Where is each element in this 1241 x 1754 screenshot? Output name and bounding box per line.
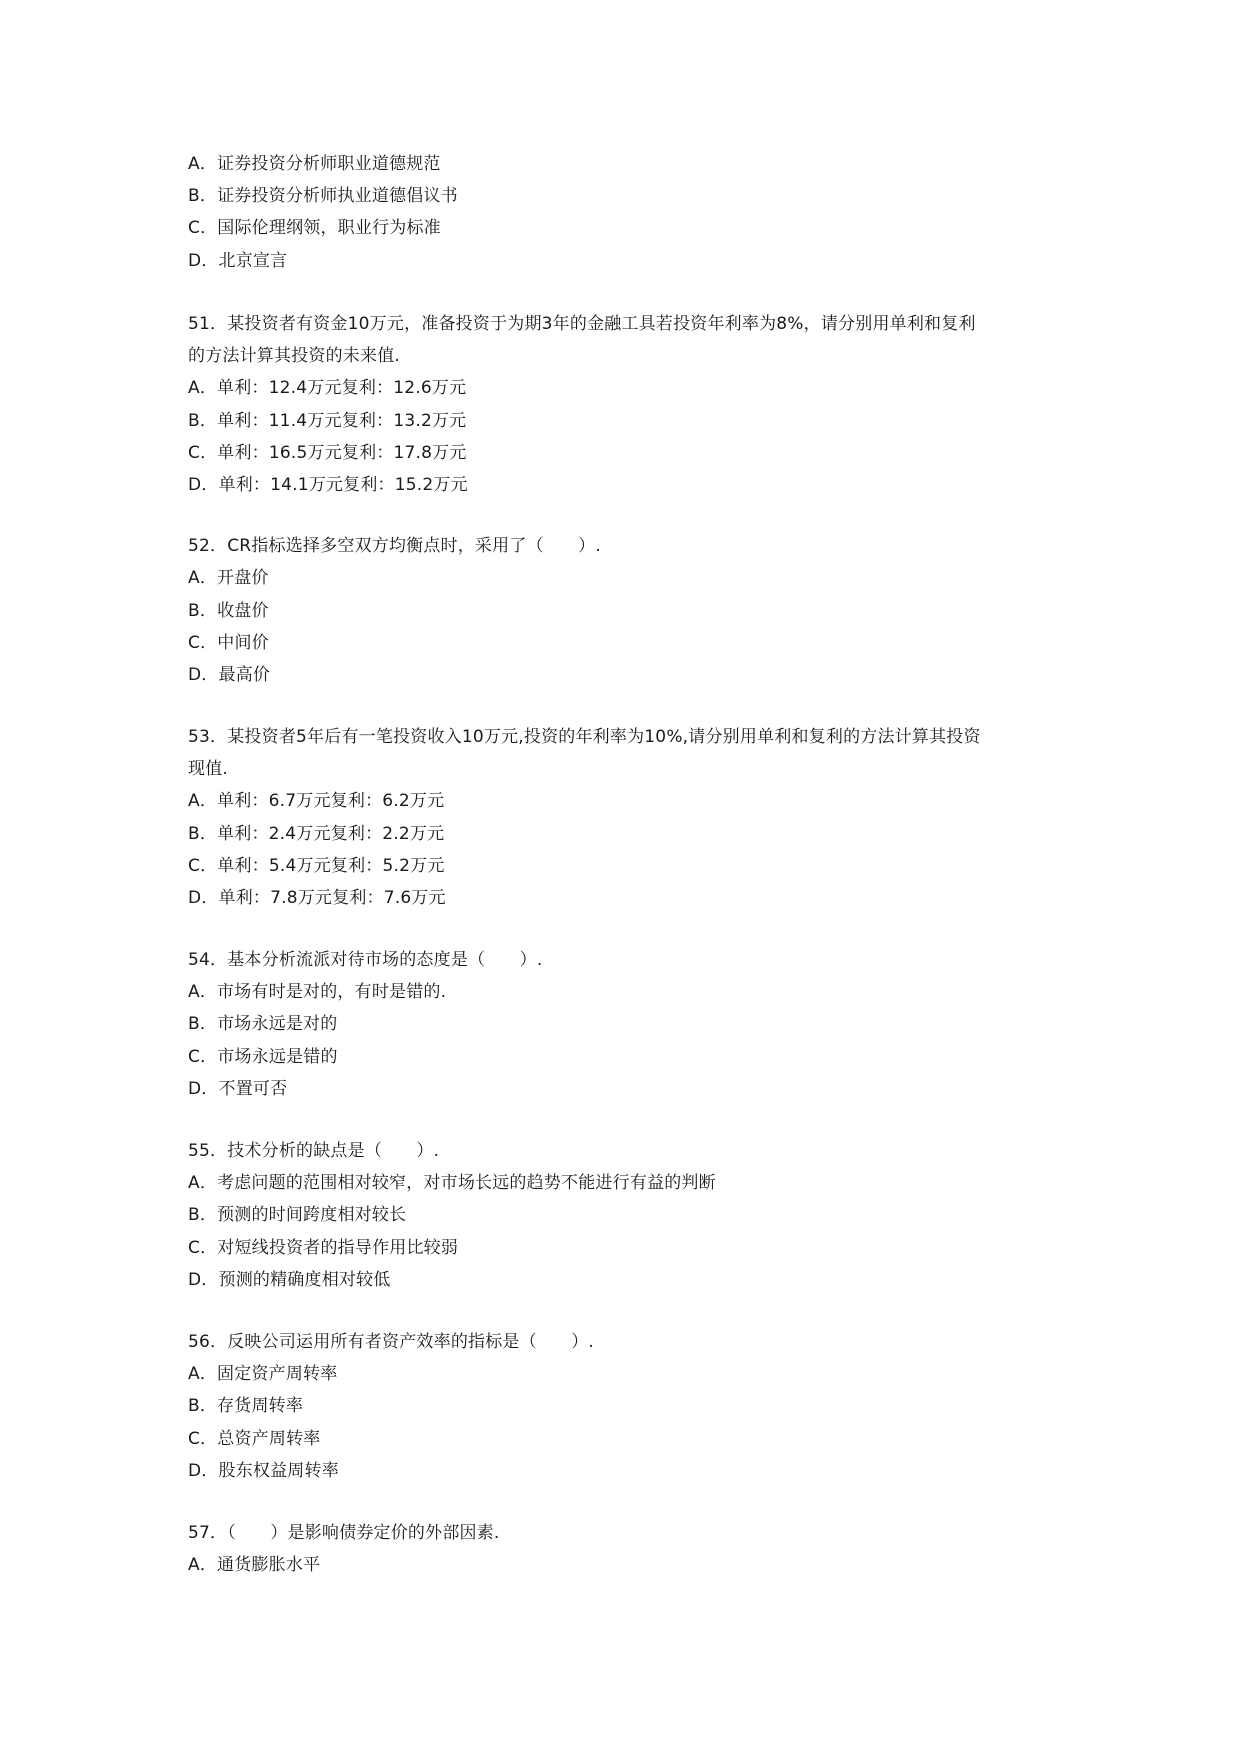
option-line: A．单利：12.4万元复利：12.6万元 bbox=[188, 378, 467, 398]
option-line: C．对短线投资者的指导作用比较弱 bbox=[188, 1238, 459, 1258]
option-line: D．最高价 bbox=[188, 665, 271, 685]
question-line: 55．技术分析的缺点是（ ）. bbox=[188, 1141, 440, 1161]
option-line: D．预测的精确度相对较低 bbox=[188, 1270, 391, 1290]
option-line: B．存货周转率 bbox=[188, 1396, 304, 1416]
option-line: C．总资产周转率 bbox=[188, 1429, 321, 1449]
question-line: 54．基本分析流派对待市场的态度是（ ）. bbox=[188, 950, 543, 970]
option-line: B．单利：2.4万元复利：2.2万元 bbox=[188, 824, 445, 844]
question-line: 现值. bbox=[188, 759, 229, 779]
question-line: 56．反映公司运用所有者资产效率的指标是（ ）. bbox=[188, 1332, 595, 1352]
question-line: 的方法计算其投资的未来值. bbox=[188, 346, 401, 366]
option-line: D．股东权益周转率 bbox=[188, 1461, 339, 1481]
option-line: A．市场有时是对的，有时是错的. bbox=[188, 982, 447, 1002]
option-line: C．国际伦理纲领，职业行为标准 bbox=[188, 218, 441, 238]
option-line: A．开盘价 bbox=[188, 568, 269, 588]
question-line: 57．（ ）是影响债券定价的外部因素. bbox=[188, 1523, 500, 1543]
option-line: A．证券投资分析师职业道德规范 bbox=[188, 154, 441, 174]
question-line: 51．某投资者有资金10万元，准备投资于为期3年的金融工具若投资年利率为8%，请分别用单利和复利 bbox=[188, 314, 976, 334]
option-line: A．考虑问题的范围相对较窄，对市场长远的趋势不能进行有益的判断 bbox=[188, 1173, 716, 1193]
option-line: D．单利：14.1万元复利：15.2万元 bbox=[188, 475, 468, 495]
option-line: B．市场永远是对的 bbox=[188, 1014, 338, 1034]
option-line: D．不置可否 bbox=[188, 1079, 288, 1099]
option-line: A．单利：6.7万元复利：6.2万元 bbox=[188, 791, 445, 811]
option-line: C．单利：5.4万元复利：5.2万元 bbox=[188, 856, 445, 876]
question-line: 52．CR指标选择多空双方均衡点时，采用了（ ）. bbox=[188, 536, 601, 556]
option-line: C．中间价 bbox=[188, 633, 269, 653]
option-line: B．证券投资分析师执业道德倡议书 bbox=[188, 186, 458, 206]
option-line: A．通货膨胀水平 bbox=[188, 1555, 321, 1575]
option-line: B．预测的时间跨度相对较长 bbox=[188, 1205, 407, 1225]
option-line: A．固定资产周转率 bbox=[188, 1364, 338, 1384]
option-line: B．收盘价 bbox=[188, 601, 269, 621]
option-line: B．单利：11.4万元复利：13.2万元 bbox=[188, 411, 467, 431]
option-line: D．单利：7.8万元复利：7.6万元 bbox=[188, 888, 446, 908]
question-line: 53．某投资者5年后有一笔投资收入10万元,投资的年利率为10%,请分别用单利和复利的方法计算其投资 bbox=[188, 727, 981, 747]
option-line: C．单利：16.5万元复利：17.8万元 bbox=[188, 443, 467, 463]
option-line: C．市场永远是错的 bbox=[188, 1047, 338, 1067]
option-line: D．北京宣言 bbox=[188, 251, 288, 271]
